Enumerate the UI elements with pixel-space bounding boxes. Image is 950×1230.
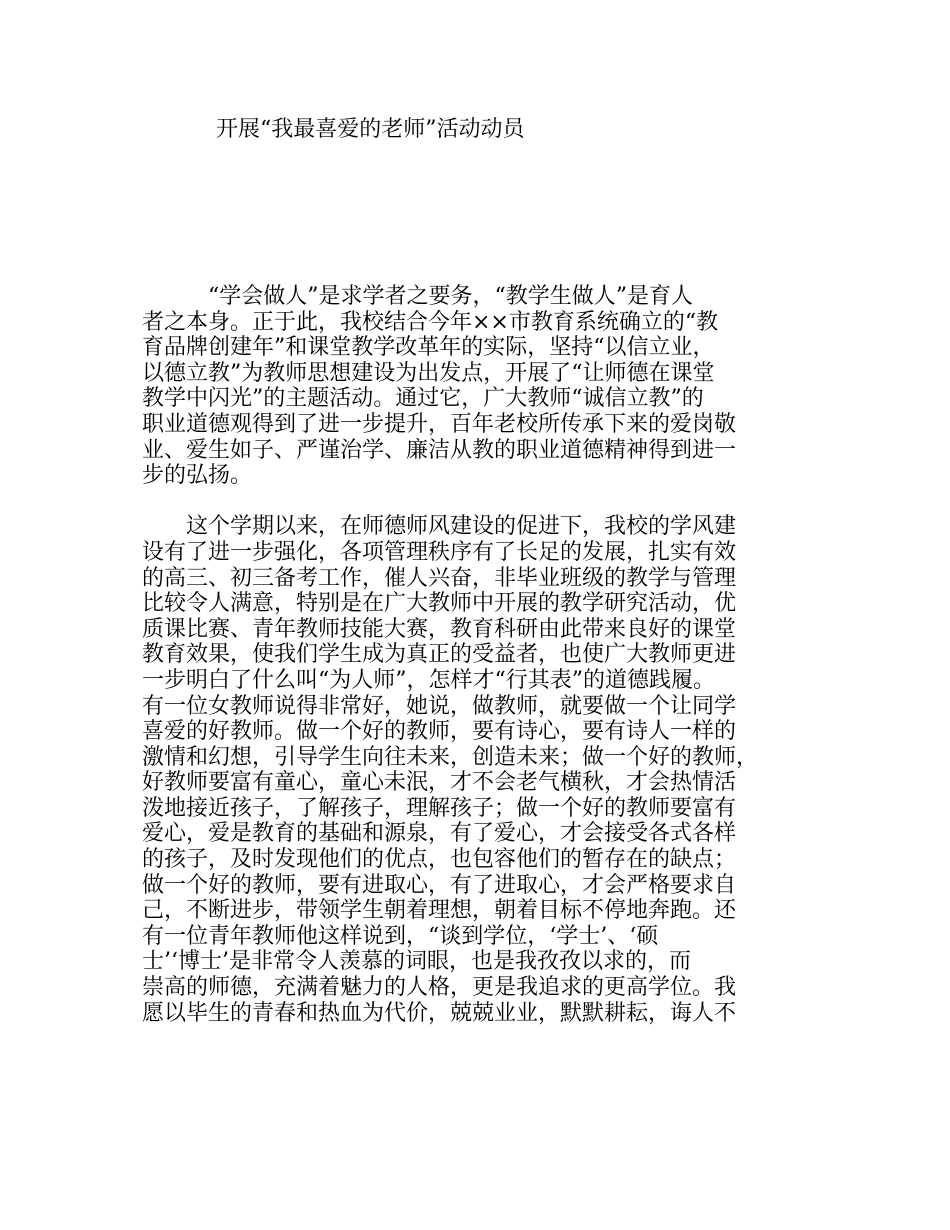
text-line: 以德立教”为教师思想建设为出发点，开展了“让师德在课堂 xyxy=(142,360,715,386)
text-line: 士’‘博士’是非常令人羡慕的词眼，也是我孜孜以求的，而 xyxy=(142,949,691,975)
text-line: 教育效果，使我们学生成为真正的受益者，也使广大教师更进 xyxy=(142,642,737,668)
text-line: 质课比赛、青年教师技能大赛，教育科研由此带来良好的课堂 xyxy=(142,616,737,642)
text-line: 一步明白了什么叫“为人师”，怎样才“行其表”的道德践履。 xyxy=(142,667,715,693)
text-line: 有一位青年教师他这样说到，“谈到学位，‘学士’、‘硕 xyxy=(142,923,659,949)
paragraph-2 xyxy=(142,514,832,1026)
text-line: 设有了进一步强化，各项管理秩序有了长足的发展，扎实有效 xyxy=(142,539,737,565)
text-line: 有一位女教师说得非常好，她说，做教师，就要做一个让同学 xyxy=(142,693,737,719)
text-line: 比较令人满意，特别是在广大教师中开展的教学研究活动，优 xyxy=(142,591,737,617)
text-line: 者之本身。正于此，我校结合今年××市教育系统确立的“教 xyxy=(142,309,719,335)
document-title: 开展“我最喜爱的老师”活动动员 xyxy=(216,117,525,142)
text-line: 崇高的师德，充满着魅力的人格，更是我追求的更高学位。我 xyxy=(142,975,737,1001)
document-body xyxy=(142,284,832,1026)
text-line: 步的弘扬。 xyxy=(142,463,253,489)
text-line: 职业道德观得到了进一步提升，百年老校所传承下来的爱岗敬 xyxy=(142,411,737,437)
text-line: 爱心，爱是教育的基础和源泉，有了爱心，才会接受各式各样 xyxy=(142,821,737,847)
text-line: 愿以毕生的青春和热血为代价，兢兢业业，默默耕耘，诲人不 xyxy=(142,1000,737,1026)
text-line: 好教师要富有童心，童心未泯，才不会老气横秋，才会热情活 xyxy=(142,770,737,796)
text-line: 激情和幻想，引导学生向往未来，创造未来；做一个好的教师， xyxy=(142,744,759,770)
text-line: 的高三、初三备考工作，催人兴奋，非毕业班级的教学与管理 xyxy=(142,565,737,591)
paragraph-1 xyxy=(142,284,832,489)
text-line: 的孩子，及时发现他们的优点，也包容他们的暂存在的缺点； xyxy=(142,847,737,873)
text-line: 这个学期以来，在师德师风建设的促进下，我校的学风建 xyxy=(186,514,737,540)
text-line: 喜爱的好教师。做一个好的教师，要有诗心，要有诗人一样的 xyxy=(142,719,737,745)
text-line: 做一个好的教师，要有进取心，有了进取心，才会严格要求自 xyxy=(142,872,737,898)
text-line: 业、爱生如子、严谨治学、廉洁从教的职业道德精神得到进一 xyxy=(142,437,737,463)
text-line: 己，不断进步，带领学生朝着理想，朝着目标不停地奔跑。还 xyxy=(142,898,737,924)
text-line: 泼地接近孩子，了解孩子，理解孩子；做一个好的教师要富有 xyxy=(142,795,737,821)
text-line: 教学中闪光”的主题活动。通过它，广大教师“诚信立教”的 xyxy=(142,386,704,412)
text-line: “学会做人”是求学者之要务，“教学生做人”是育人 xyxy=(208,284,693,309)
paragraph-spacer xyxy=(142,489,832,515)
text-line: 育品牌创建年”和课堂教学改革年的实际，坚持“以信立业， xyxy=(142,335,715,361)
